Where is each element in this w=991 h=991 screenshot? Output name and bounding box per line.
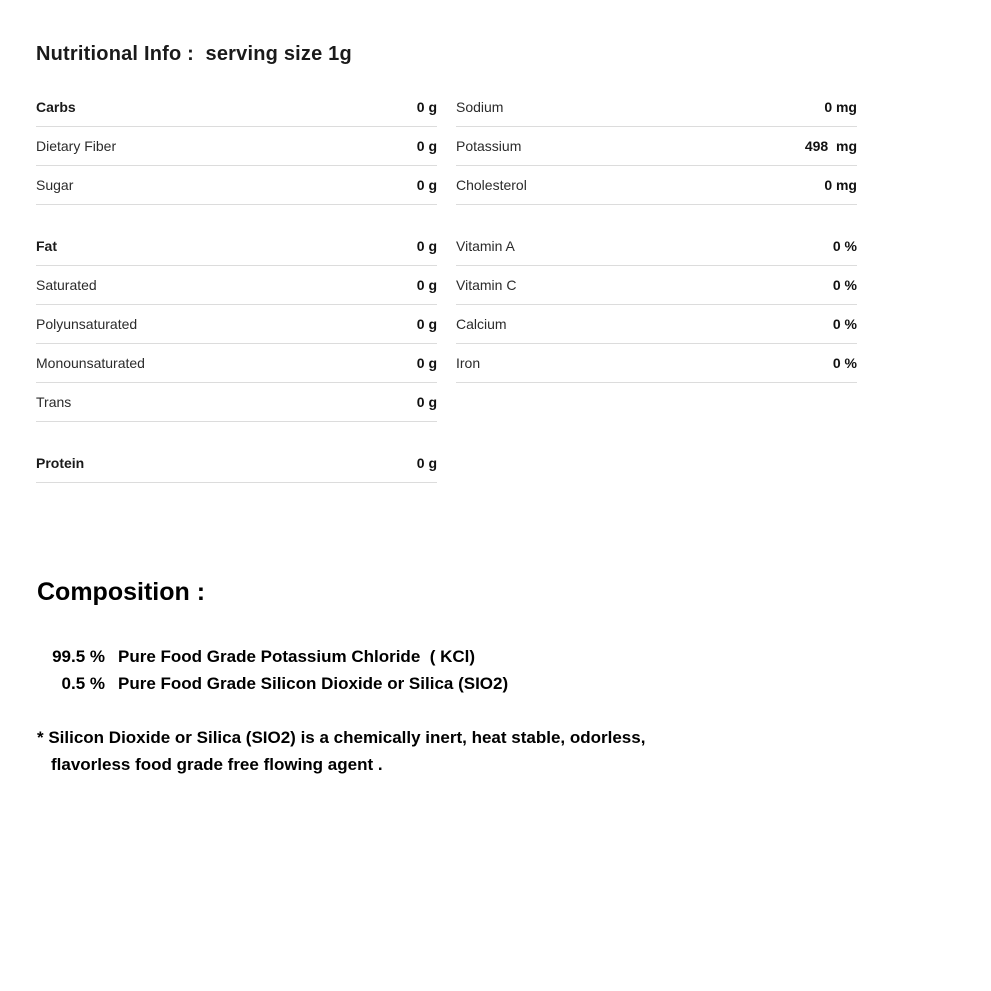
row-label: Vitamin C: [456, 277, 517, 293]
row-value: 0 g: [416, 394, 437, 410]
carbs-group: [36, 88, 437, 205]
note-line: * Silicon Dioxide or Silica (SIO2) is a chemically inert, heat stable, odorless,: [37, 728, 646, 747]
composition-text: Pure Food Grade Silicon Dioxide or Silica (SIO2): [118, 674, 509, 693]
row-value: 0 mg: [824, 99, 857, 115]
row-label: Monounsaturated: [36, 355, 145, 371]
composition-list: [36, 643, 508, 697]
table-row-iron: [456, 344, 857, 383]
composition-note: [37, 724, 645, 778]
table-row-calcium: [456, 305, 857, 344]
row-value: 498 mg: [804, 138, 857, 154]
composition-percent: 0.5 %: [61, 674, 105, 693]
nutrition-left-column: [36, 88, 437, 483]
composition-item-kcl: [36, 643, 508, 670]
table-row-sodium: [456, 88, 857, 127]
table-row-fat: [36, 227, 437, 266]
note-line: flavorless food grade free flowing agent .: [51, 755, 383, 774]
row-label: Potassium: [456, 138, 522, 154]
table-row-dietary-fiber: [36, 127, 437, 166]
row-label: Sugar: [36, 177, 74, 193]
row-label: Polyunsaturated: [36, 316, 138, 332]
table-row-sugar: [36, 166, 437, 205]
page-title: Nutritional Info : serving size 1g: [36, 43, 352, 65]
row-label: Saturated: [36, 277, 97, 293]
row-label: Protein: [36, 455, 85, 471]
row-label: Sodium: [456, 99, 504, 115]
table-row-potassium: [456, 127, 857, 166]
row-value: 0 %: [832, 316, 857, 332]
row-value: 0 g: [416, 455, 437, 471]
row-label: Cholesterol: [456, 177, 527, 193]
row-label: Fat: [36, 238, 57, 254]
row-label: Carbs: [36, 99, 76, 115]
composition-percent: 99.5 %: [52, 647, 105, 666]
table-row-saturated: [36, 266, 437, 305]
row-value: 0 %: [832, 355, 857, 371]
row-value: 0 mg: [824, 177, 857, 193]
fat-group: [36, 227, 437, 422]
row-value: 0 g: [416, 277, 437, 293]
row-label: Dietary Fiber: [36, 138, 117, 154]
table-row-cholesterol: [456, 166, 857, 205]
row-label: Trans: [36, 394, 72, 410]
nutrition-table: [36, 88, 858, 483]
table-row-monounsaturated: [36, 344, 437, 383]
row-value: 0 g: [416, 238, 437, 254]
row-label: Calcium: [456, 316, 507, 332]
row-value: 0 g: [416, 355, 437, 371]
row-value: 0 %: [832, 277, 857, 293]
row-value: 0 g: [416, 177, 437, 193]
row-label: Vitamin A: [456, 238, 515, 254]
vitamins-group: [456, 227, 857, 383]
table-row-carbs: [36, 88, 437, 127]
row-value: 0 g: [416, 99, 437, 115]
composition-heading: Composition :: [37, 578, 206, 606]
row-value: 0 g: [416, 138, 437, 154]
row-value: 0 %: [832, 238, 857, 254]
composition-text: Pure Food Grade Potassium Chloride ( KCl): [118, 647, 476, 666]
row-label: Iron: [456, 355, 481, 371]
composition-item-sio2: [36, 670, 508, 697]
table-row-protein: [36, 444, 437, 483]
protein-group: [36, 444, 437, 483]
row-value: 0 g: [416, 316, 437, 332]
table-row-trans: [36, 383, 437, 422]
minerals-group: [456, 88, 857, 205]
table-row-vitamin-a: [456, 227, 857, 266]
table-row-polyunsaturated: [36, 305, 437, 344]
nutrition-right-column: [456, 88, 857, 483]
table-row-vitamin-c: [456, 266, 857, 305]
